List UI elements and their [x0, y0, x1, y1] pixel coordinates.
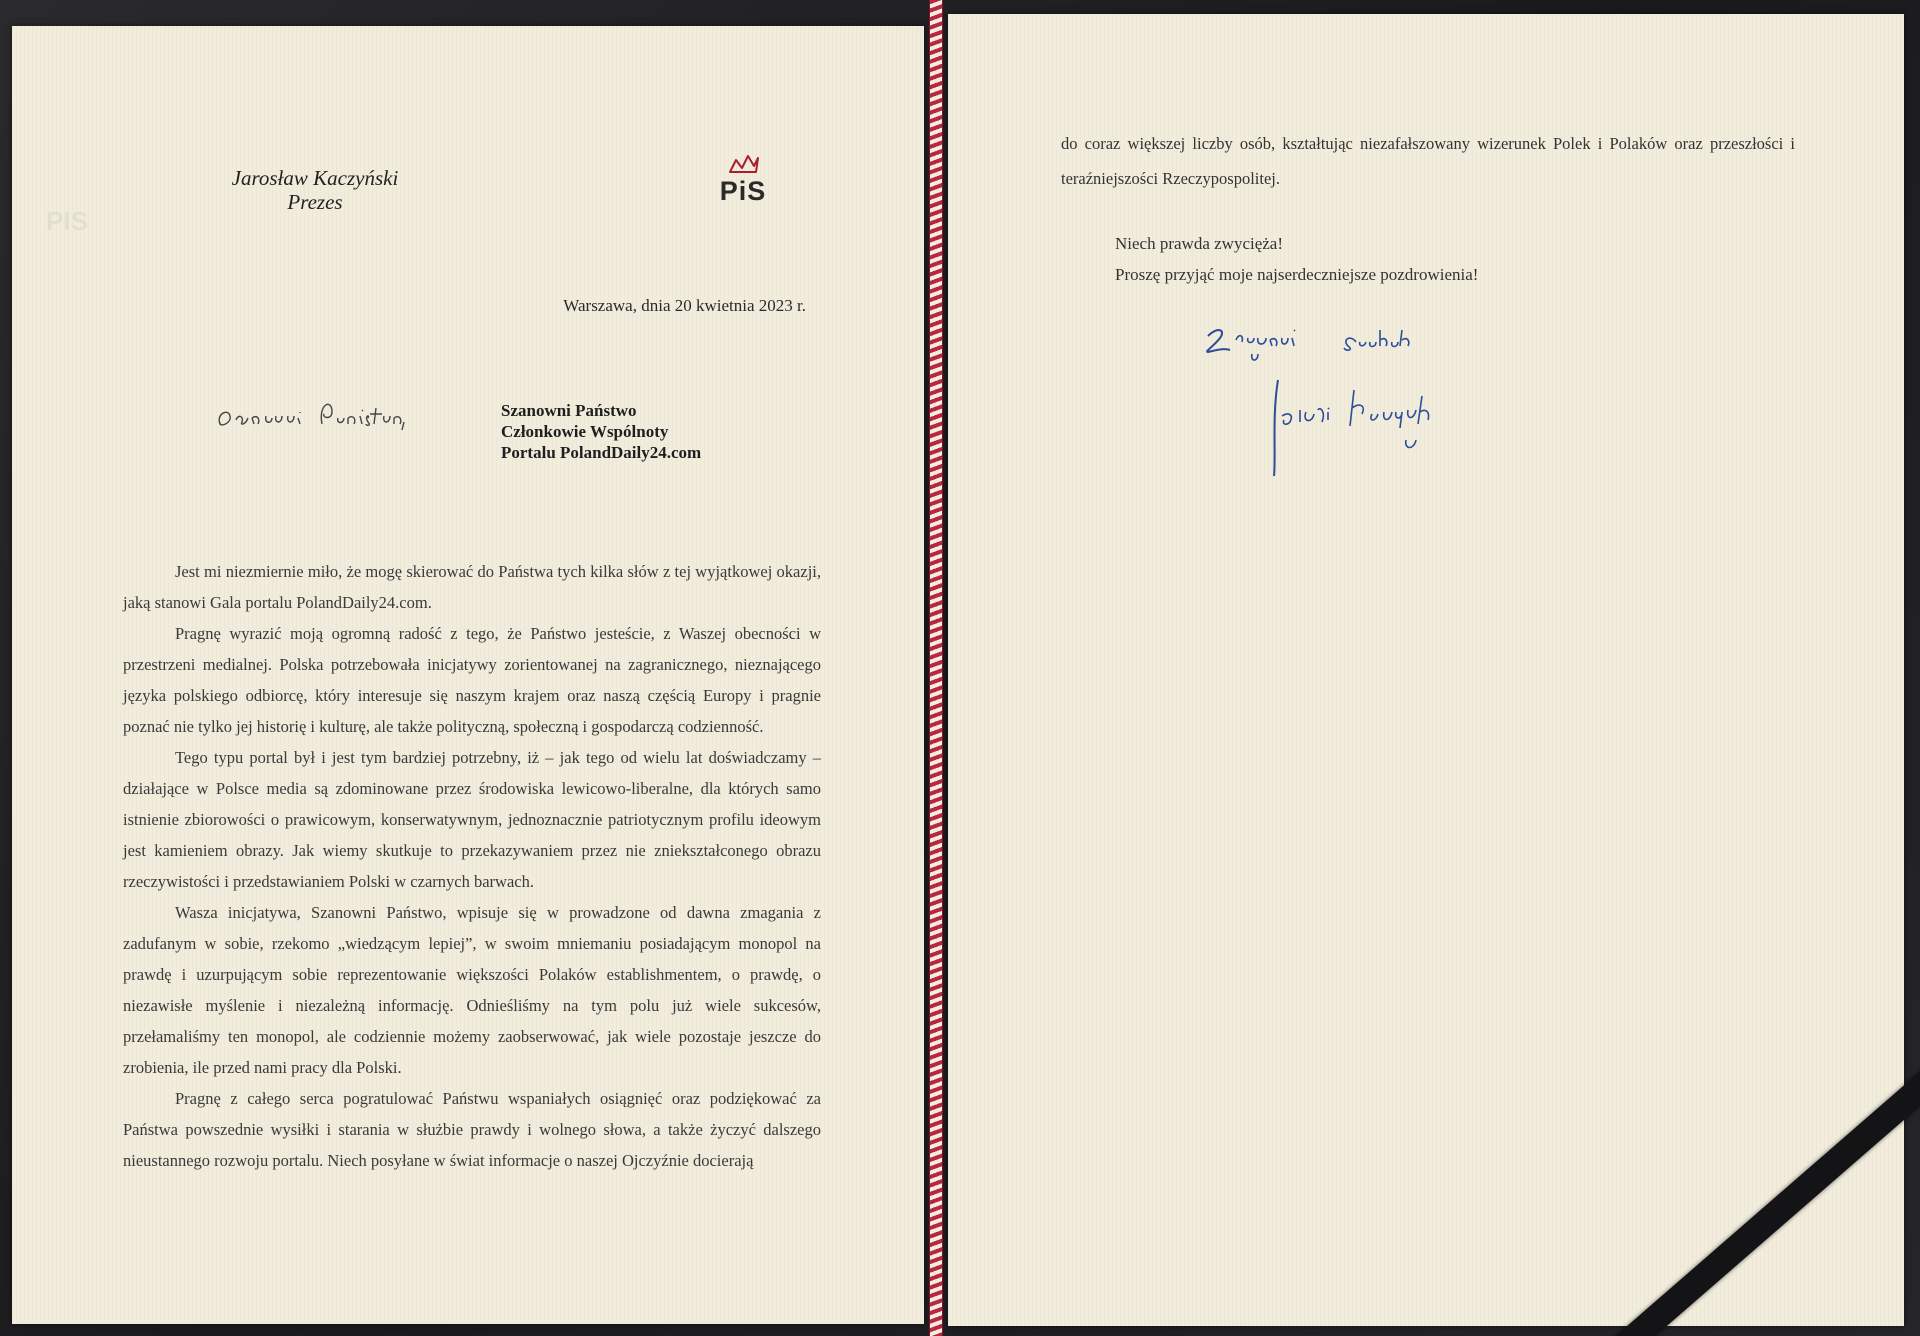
- letter-body: [123, 556, 821, 1176]
- logo-text: PiS: [719, 176, 767, 206]
- addressee-block: [501, 400, 801, 463]
- handwritten-salutation: [214, 394, 424, 434]
- crown-bird-icon: [726, 150, 762, 176]
- handwritten-signature: [1196, 316, 1496, 486]
- paragraph: Wasza inicjatywa, Szanowni Państwo, wpisuje się w prowadzone od dawna zmagania z zadufanym w sobie, rzekomo „wiedzącym lepiej”, w swoim mniemaniu posiadającym monopol na prawdę i uzurpującym sobie reprezentowanie większości Polaków establishmentem, o prawdę, o niezawisłe myślenie i niezależną informację. Odnieśliśmy na tym polu już wiele sukcesów, przełamaliśmy ten monopol, ale codziennie możemy zaobserwować, jak wiele pozostaje jeszcze do zrobienia, ile przed nami pracy dla Polski.: [123, 903, 821, 1077]
- letter-continuation: [1061, 126, 1795, 196]
- closing-block: [1115, 228, 1715, 290]
- closing-line: Proszę przyjąć moje najserdeczniejsze pozdrowienia!: [1115, 265, 1479, 284]
- addressee-line: Portalu PolandDaily24.com: [501, 443, 702, 462]
- addressee-line: Członkowie Wspólnoty: [501, 422, 669, 441]
- binding-ribbon: [929, 0, 943, 1336]
- closing-line: Niech prawda zwycięża!: [1115, 234, 1284, 253]
- paragraph: Jest mi niezmiernie miło, że mogę skierować do Państwa tych kilka słów z tej wyjątkowej okazji, jaką stanowi Gala portalu PolandDaily24.com.: [123, 562, 821, 612]
- date-line: Warszawa, dnia 20 kwietnia 2023 r.: [563, 296, 806, 315]
- party-logo: [712, 150, 774, 210]
- paragraph: Pragnę wyrazić moją ogromną radość z tego, że Państwo jesteście, z Waszej obecności w przestrzeni medialnej. Polska potrzebowała inicjatywy zorientowanej na zagranicznego, nieznającego języka polskiego odbiorcę, który interesuje się naszym krajem oraz naszą częścią Europy i pragnie poznać nie tylko jej historię i kulturę, ale także polityczną, społeczną i gospodarczą codzienność.: [123, 624, 821, 736]
- paragraph: Pragnę z całego serca pogratulować Państwu wspaniałych osiągnięć oraz podziękować za Państwa powszednie wysiłki i starania w służbie prawdy i wolnego słowa, a także życzyć dalszego nieustannego rozwoju portalu. Niech posyłane w świat informacje o naszej Ojczyźnie docierają: [123, 1089, 821, 1170]
- letter-page-right: [948, 14, 1904, 1326]
- addressee-line: Szanowni Państwo: [501, 401, 637, 420]
- embossed-watermark: PIS: [46, 206, 88, 236]
- continuation-paragraph: do coraz większej liczby osób, kształtując niezafałszowany wizerunek Polek i Polaków oraz przeszłości i teraźniejszości Rzeczypospolitej.: [1061, 134, 1795, 188]
- sender-title: Prezes: [287, 190, 343, 214]
- paragraph: Tego typu portal był i jest tym bardziej potrzebny, iż – jak tego od wielu lat doświadczamy – działające w Polsce media są zdominowane przez środowiska lewicowo-liberalne, dla których samo istnienie zbiorowości o prawicowym, konserwatywnym, jednoznacznie patriotycznym profilu ideowym jest kamieniem obrazy. Jak wiemy skutkuje to przekazywaniem przez nie zniekształconego obrazu rzeczywistości i przedstawianiem Polski w czarnych barwach.: [123, 748, 821, 891]
- sender-name: Jarosław Kaczyński: [231, 166, 399, 190]
